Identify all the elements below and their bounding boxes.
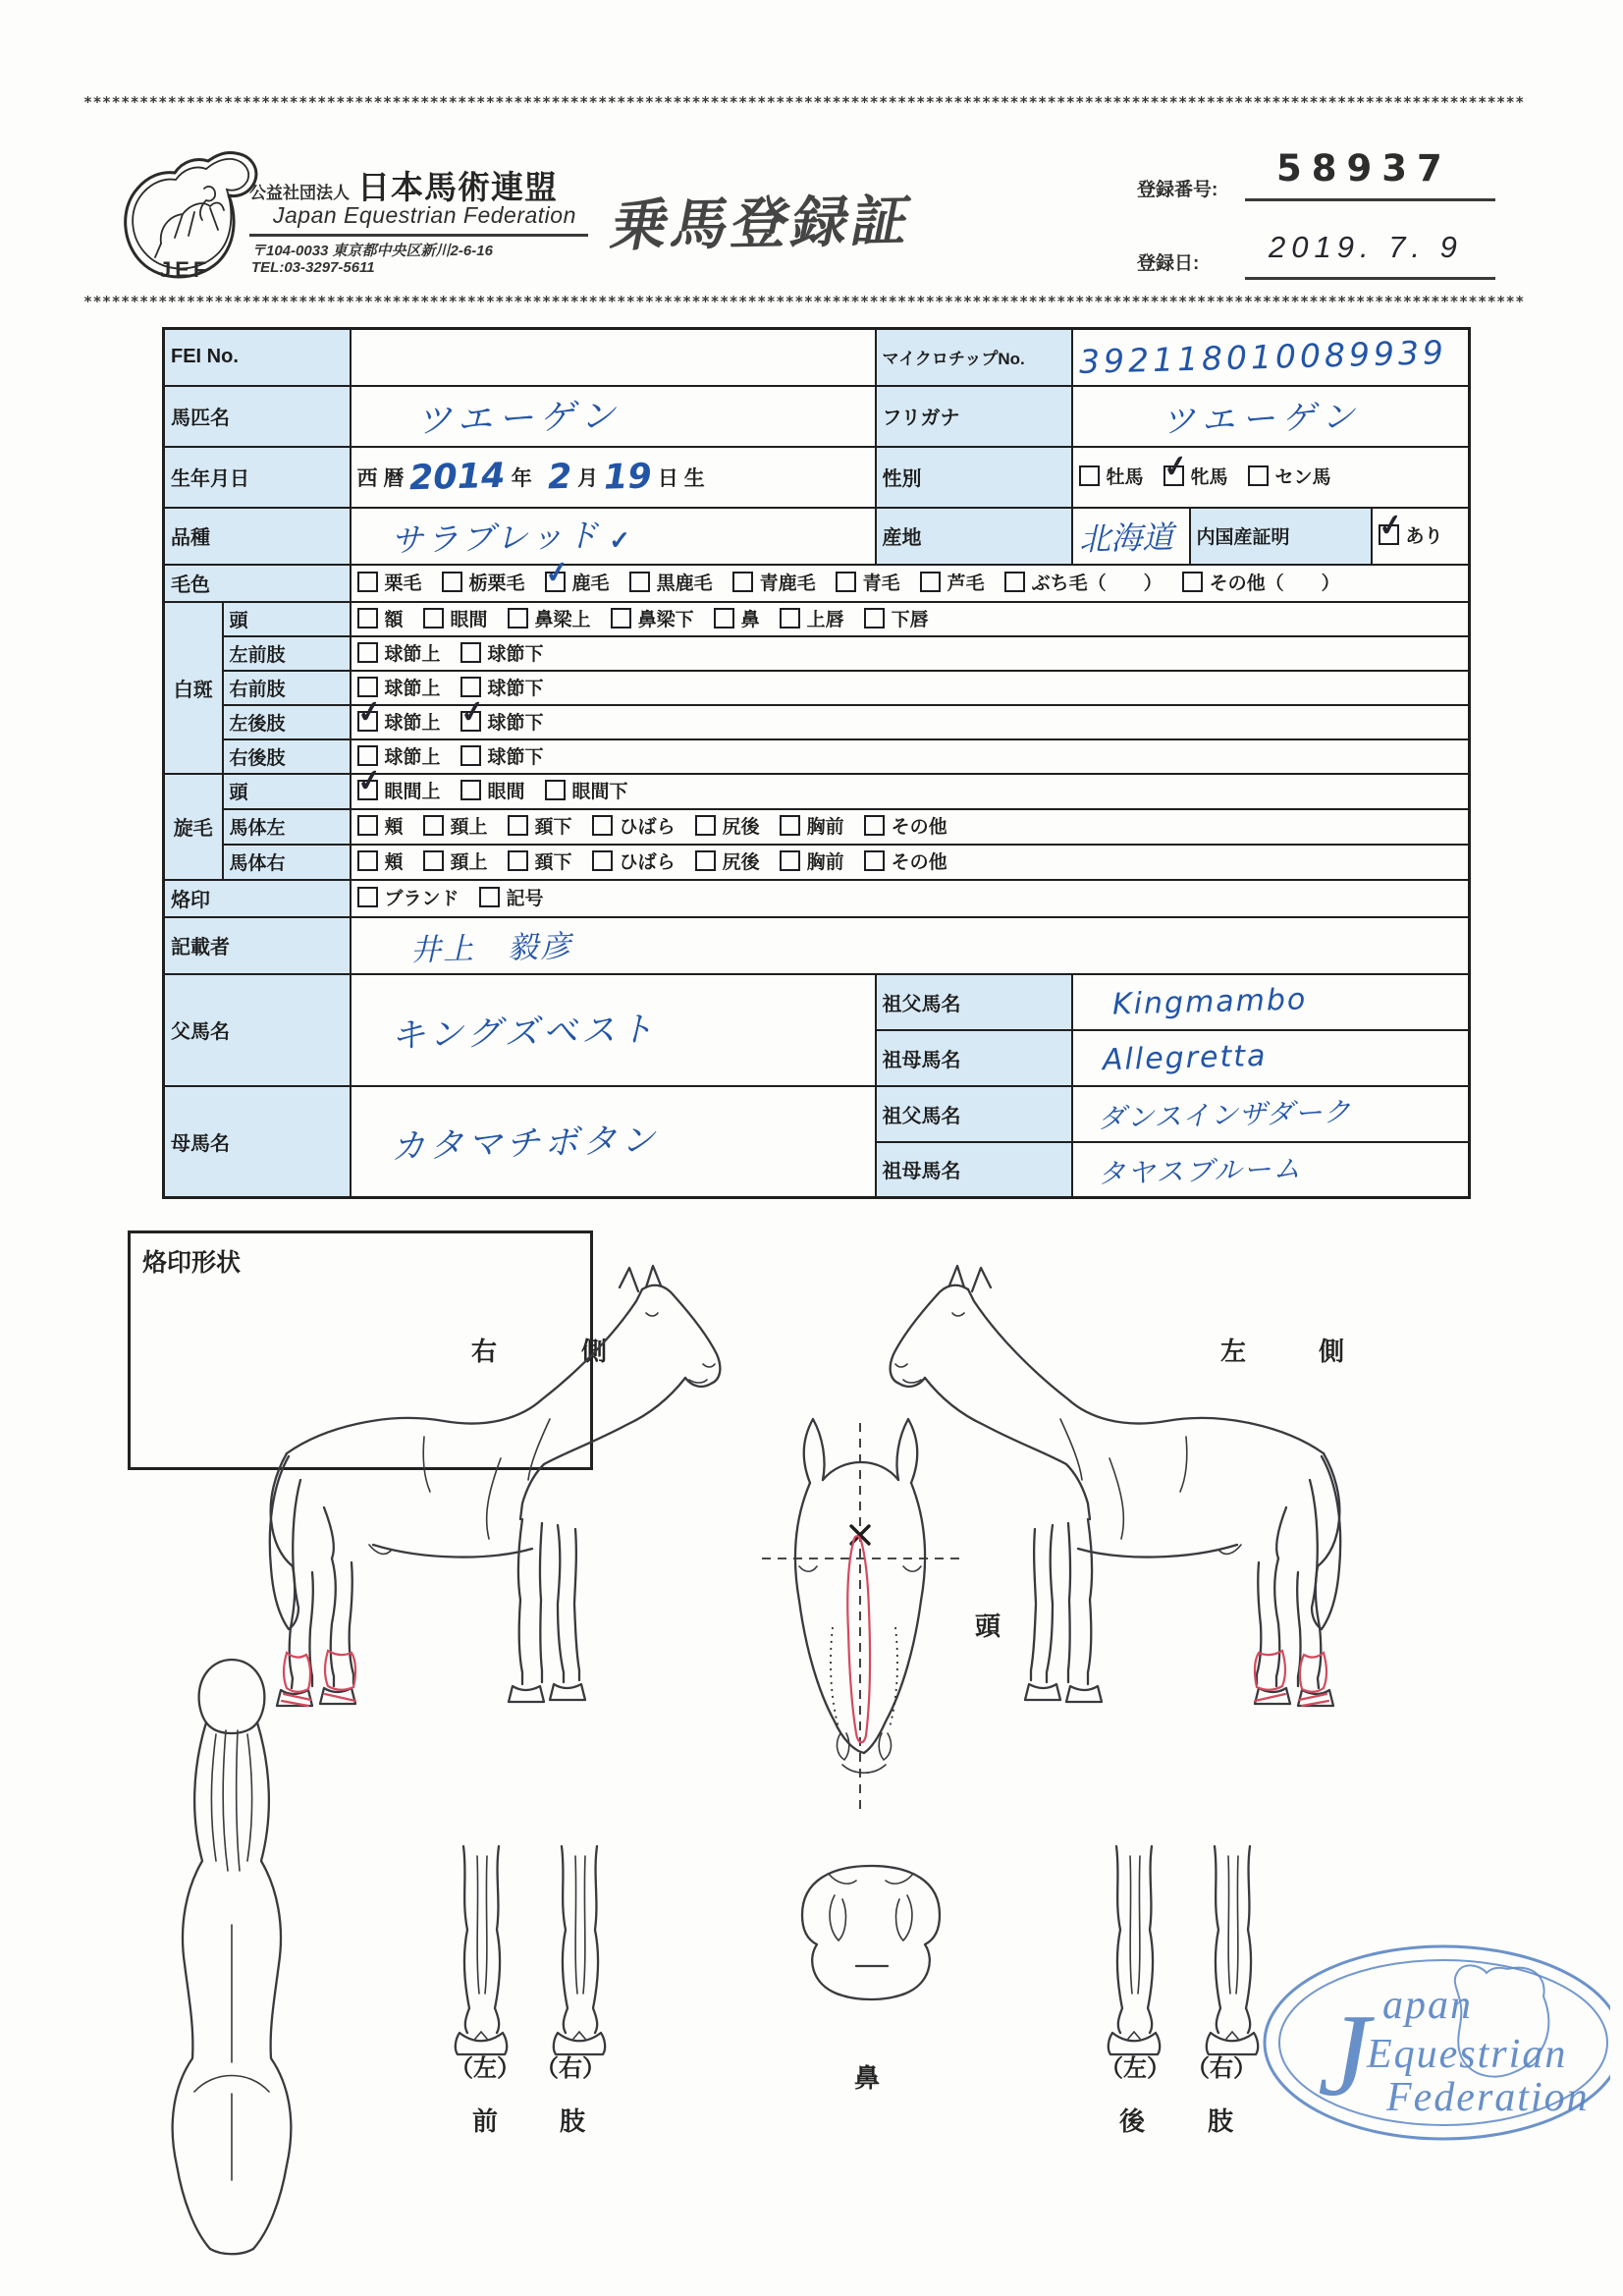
microchip-value[interactable]: 392118010089939 — [1072, 329, 1470, 386]
checkbox-option[interactable] — [780, 605, 844, 631]
checkbox[interactable] — [442, 572, 462, 592]
checkbox-option[interactable] — [460, 777, 525, 803]
nose-view-label: 鼻 — [854, 2063, 881, 2093]
stamp-big-j: J — [1318, 1990, 1371, 2120]
org-name-line — [249, 162, 558, 208]
checkbox-label: 球節上 — [384, 643, 441, 665]
dob-year-suffix: 年 — [511, 466, 532, 490]
markings-lf-options — [351, 636, 1470, 671]
reg-date-value: 2019. 7. 9 — [1269, 230, 1463, 264]
asterisk-divider-bottom: ********************************************************************************************************************************************************** — [83, 293, 1525, 310]
checkbox-label: 球節下 — [487, 712, 544, 734]
recorder-value[interactable]: 井上 毅彦 — [351, 917, 1470, 974]
checkbox-label: 頬 — [384, 852, 404, 873]
whorls-row-label: 頭 — [223, 774, 351, 809]
dob-day-suffix: 日 生 — [657, 466, 705, 490]
checkbox-option[interactable] — [920, 569, 985, 595]
table-row — [164, 705, 1470, 739]
checkbox-option[interactable] — [460, 639, 544, 666]
whorls-row-label: 馬体右 — [223, 845, 351, 880]
checkbox[interactable] — [592, 815, 613, 836]
table-row — [164, 845, 1470, 880]
fei-label: FEI No. — [164, 329, 351, 386]
checkbox-option[interactable] — [1079, 463, 1144, 489]
checkbox-label: ひばら — [619, 852, 676, 873]
brand-options — [351, 880, 1470, 917]
org-tel: TEL:03-3297-5611 — [251, 259, 375, 276]
dam-value[interactable]: カタマチボタン — [351, 1086, 876, 1198]
checkbox-option[interactable] — [357, 812, 404, 839]
brand-shape-label: 烙印形状 — [142, 1249, 242, 1277]
microchip-label: マイクロチップNo. — [876, 329, 1072, 386]
checkbox[interactable] — [1161, 449, 1190, 486]
table-row — [164, 974, 1470, 1030]
checkbox[interactable] — [357, 642, 378, 663]
org-divider-line — [249, 234, 588, 237]
sex-label: 性別 — [876, 447, 1072, 508]
checkbox-label: 頚上 — [450, 817, 488, 838]
checkbox-label: 眼間 — [450, 609, 488, 630]
org-type: 公益社団法人 — [249, 184, 350, 202]
checkbox-option[interactable] — [357, 569, 422, 595]
checkbox-option[interactable] — [354, 763, 441, 803]
checkbox[interactable] — [611, 608, 631, 629]
checkbox-option[interactable] — [423, 847, 488, 874]
check-mark: ✓ — [458, 693, 487, 731]
reg-date-label: 登録日: — [1137, 253, 1200, 274]
checkbox-label: 頬 — [384, 817, 404, 838]
checkbox[interactable] — [460, 745, 481, 766]
checkbox-label: ぶち毛（ ） — [1031, 574, 1163, 594]
checkbox-label: 牡馬 — [1106, 467, 1144, 488]
horse-right-side-view — [270, 1266, 721, 1706]
checkbox-option[interactable] — [542, 555, 610, 595]
checkbox[interactable] — [460, 780, 481, 800]
hind-right-label: （右） — [1186, 2055, 1257, 2082]
checkbox[interactable] — [1182, 572, 1203, 592]
sire-granddam-value[interactable]: Allegretta — [1072, 1030, 1470, 1086]
dam-granddam-label: 祖母馬名 — [876, 1142, 1072, 1198]
checkbox[interactable] — [460, 642, 481, 663]
checkbox-option[interactable] — [354, 693, 441, 735]
checkbox-label: 黒鹿毛 — [656, 574, 713, 594]
dob-month: 2 — [547, 457, 572, 497]
checkbox-label: 眼間上 — [384, 782, 441, 802]
table-row — [164, 809, 1470, 845]
sex-options — [1072, 447, 1470, 508]
checkbox-option[interactable] — [592, 847, 676, 874]
right-side-label: 右 — [471, 1337, 498, 1366]
reg-no-underline — [1245, 198, 1495, 201]
origin-value[interactable]: 北海道 — [1072, 508, 1190, 565]
horse-head-front-view — [762, 1419, 960, 1810]
checkbox-option[interactable] — [442, 569, 525, 595]
dam-grandsire-value[interactable]: ダンスインザダーク — [1072, 1086, 1470, 1142]
table-row — [164, 1086, 1470, 1142]
checkbox-label: 球節下 — [487, 746, 544, 768]
markings-rf-options — [351, 671, 1470, 705]
table-row — [164, 447, 1470, 508]
checkbox-option[interactable] — [1004, 569, 1163, 595]
table-row — [164, 636, 1470, 671]
checkbox[interactable] — [1248, 465, 1269, 486]
checkbox-label: 牝馬 — [1190, 467, 1228, 488]
checkbox-label: 胸前 — [806, 852, 844, 873]
dob-year: 2014 — [408, 456, 507, 498]
asterisk-divider-top: ********************************************************************************************************************************************************** — [83, 93, 1525, 111]
sire-granddam-label: 祖母馬名 — [876, 1030, 1072, 1086]
checkbox-option[interactable] — [836, 569, 900, 595]
checkbox[interactable] — [357, 887, 378, 907]
org-name: 日本馬術連盟 — [357, 169, 558, 205]
table-row — [164, 329, 1470, 386]
checkbox-option[interactable] — [460, 742, 544, 769]
checkbox-option[interactable] — [1182, 569, 1340, 595]
logo-jef-text: JEF — [159, 257, 211, 282]
checkbox-option[interactable] — [1161, 449, 1228, 489]
checkbox[interactable] — [357, 850, 378, 871]
checkbox-option[interactable] — [479, 884, 544, 910]
checkbox-label: 上唇 — [806, 609, 844, 630]
table-row — [164, 508, 1470, 565]
checkbox-option[interactable] — [864, 847, 947, 874]
markings-group-label: 白斑 — [164, 602, 223, 774]
checkbox-option[interactable] — [508, 812, 572, 839]
check-mark: ✓ — [354, 763, 384, 799]
checkbox[interactable] — [864, 815, 885, 836]
table-row — [164, 917, 1470, 974]
reg-no-value: 58937 — [1276, 147, 1452, 190]
horse-left-side-view — [891, 1266, 1341, 1706]
horse-and-rider-icon — [155, 187, 224, 257]
checkbox[interactable] — [780, 608, 800, 629]
right-side-label-2: 側 — [581, 1337, 608, 1366]
whorls-left-options — [351, 809, 1470, 845]
checkbox-label: 胸前 — [806, 817, 844, 838]
whorls-group-label: 旋毛 — [164, 774, 223, 880]
checkbox[interactable] — [780, 815, 800, 836]
front-left-label: （左） — [450, 2055, 520, 2082]
checkbox[interactable] — [423, 850, 444, 871]
checkbox-option[interactable] — [357, 639, 441, 666]
checkbox[interactable] — [357, 608, 378, 629]
hind-limb-label-2: 肢 — [1208, 2106, 1234, 2136]
checkbox-label: セン馬 — [1274, 467, 1331, 488]
checkbox-option[interactable] — [508, 847, 572, 874]
checkbox[interactable] — [357, 572, 378, 592]
checkbox-label: 額 — [384, 609, 404, 630]
org-address: 〒104-0033 東京都中央区新川2-6-16 — [251, 243, 493, 259]
sire-value[interactable]: キングズベスト — [351, 974, 876, 1086]
checkbox[interactable] — [714, 608, 734, 629]
checkbox-option[interactable] — [714, 605, 760, 631]
checkbox-option[interactable] — [508, 605, 591, 631]
whorls-row-label: 馬体左 — [223, 809, 351, 845]
checkbox-option[interactable] — [592, 812, 676, 839]
checkbox[interactable] — [732, 572, 753, 592]
markings-lh-options — [351, 693, 1470, 739]
check-mark: ✓ — [354, 693, 384, 731]
check-mark: ✓ — [1376, 508, 1405, 544]
checkbox[interactable] — [508, 608, 528, 629]
checkbox[interactable] — [780, 850, 800, 871]
markings-row-label: 頭 — [223, 602, 351, 636]
checkbox[interactable] — [695, 850, 716, 871]
checkbox-label: 球節上 — [384, 712, 441, 734]
checkbox[interactable] — [1079, 465, 1100, 486]
jef-stamp — [1265, 1946, 1610, 2139]
checkbox[interactable] — [1004, 572, 1025, 592]
domestic-cert-label: 内国産証明 — [1190, 508, 1372, 565]
checkbox-label: 鼻 — [740, 609, 760, 630]
checkbox-label: 球節上 — [384, 678, 441, 699]
hind-left-label: （左） — [1100, 2055, 1170, 2082]
checkbox-label: 尻後 — [722, 852, 760, 873]
sire-grandsire-value[interactable]: Kingmambo — [1072, 974, 1470, 1030]
checkbox-label: ブランド — [384, 889, 460, 909]
dob-era: 西 暦 — [356, 466, 405, 490]
checkbox[interactable] — [479, 887, 500, 907]
checkbox[interactable] — [458, 693, 487, 732]
org-name-en: Japan Equestrian Federation — [273, 202, 576, 228]
checkbox-option[interactable] — [357, 605, 404, 631]
checkbox-option[interactable] — [357, 847, 404, 874]
checkbox-label: 下唇 — [891, 609, 929, 630]
checkbox[interactable] — [460, 677, 481, 697]
checkbox-option[interactable] — [423, 812, 488, 839]
checkbox[interactable] — [508, 850, 528, 871]
origin-label: 産地 — [876, 508, 1072, 565]
checkbox-option[interactable] — [629, 569, 713, 595]
breed-check-stroke: ✓ — [609, 525, 631, 555]
checkbox[interactable] — [354, 693, 384, 732]
brand-label: 烙印 — [164, 880, 351, 917]
checkbox-label: 栃栗毛 — [468, 574, 525, 594]
checkbox-label: その他 — [891, 852, 947, 873]
checkbox-label: 鹿毛 — [571, 574, 610, 594]
checkbox[interactable] — [864, 850, 885, 871]
left-side-label-2: 側 — [1319, 1337, 1345, 1366]
dam-granddam-value[interactable]: タヤスブルーム — [1072, 1142, 1470, 1198]
muzzle-view — [802, 1866, 940, 1999]
checkbox-label: 眼間 — [487, 782, 525, 802]
fei-value[interactable] — [351, 329, 876, 386]
checkbox[interactable] — [920, 572, 941, 592]
front-limb-label: 前 — [472, 2106, 499, 2136]
stamp-word-federation: Federation — [1386, 2075, 1590, 2120]
table-row — [164, 880, 1470, 917]
checkbox-label: その他 — [891, 817, 947, 838]
front-limb-label-2: 肢 — [560, 2106, 586, 2136]
checkbox[interactable] — [542, 555, 571, 592]
checkbox-option[interactable] — [780, 847, 844, 874]
stamp-word-equestrian: Equestrian — [1367, 2032, 1568, 2077]
left-side-label: 左 — [1220, 1337, 1247, 1366]
furigana-label: フリガナ — [876, 386, 1072, 447]
checkbox-label: 鼻梁下 — [637, 609, 694, 630]
markings-row-label: 右後肢 — [223, 739, 351, 774]
checkbox-label: 栗毛 — [384, 574, 422, 594]
checkbox-option[interactable] — [458, 693, 544, 735]
front-right-label: （右） — [535, 2055, 606, 2082]
dob-value[interactable] — [351, 447, 876, 508]
checkbox-label: 青鹿毛 — [759, 574, 816, 594]
check-mark: ✓ — [1161, 449, 1190, 485]
stamp-word-japan: apan — [1382, 1983, 1473, 2028]
checkbox-option[interactable] — [1248, 463, 1331, 489]
checkbox-label: 球節下 — [487, 643, 544, 665]
dam-grandsire-label: 祖父馬名 — [876, 1086, 1072, 1142]
horse-registration-table — [162, 327, 1471, 1199]
checkbox[interactable] — [545, 780, 566, 800]
checkbox-option[interactable] — [780, 812, 844, 839]
checkbox-option[interactable] — [423, 605, 488, 631]
reg-date-underline — [1245, 277, 1495, 280]
checkbox-label: 頚上 — [450, 852, 488, 873]
checkbox-label: その他（ ） — [1209, 574, 1340, 594]
recorder-label: 記載者 — [164, 917, 351, 974]
checkbox-option[interactable] — [864, 605, 929, 631]
coat-options — [351, 555, 1470, 602]
checkbox-option[interactable] — [732, 569, 816, 595]
checkbox-label: 頚下 — [534, 852, 572, 873]
checkbox[interactable] — [836, 572, 856, 592]
table-row — [164, 565, 1470, 602]
hind-legs-diagram — [1109, 1846, 1258, 2054]
checkbox-option[interactable] — [1376, 508, 1443, 548]
sire-label: 父馬名 — [164, 974, 351, 1086]
check-mark: ✓ — [542, 555, 571, 591]
dob-label: 生年月日 — [164, 447, 351, 508]
domestic-cert-options — [1372, 508, 1470, 565]
checkbox-label: 芦毛 — [947, 574, 985, 594]
checkbox-option[interactable] — [611, 605, 694, 631]
checkbox[interactable] — [592, 850, 613, 871]
markings-head-options — [351, 602, 1470, 636]
checkbox-option[interactable] — [695, 812, 760, 839]
furigana-value[interactable]: ツエーゲン — [1072, 386, 1470, 447]
page-title: 乗馬登録証 — [606, 190, 919, 258]
table-row — [164, 386, 1470, 447]
checkbox-label: 眼間下 — [571, 782, 628, 802]
checkbox[interactable] — [357, 815, 378, 836]
checkbox[interactable] — [357, 745, 378, 766]
checkbox-option[interactable] — [864, 812, 947, 839]
breed-value[interactable]: サラブレッド ✓ — [351, 508, 876, 565]
checkbox-label: 青毛 — [862, 574, 900, 594]
markings-row-label: 左前肢 — [223, 636, 351, 671]
markings-rh-options — [351, 739, 1470, 774]
checkbox-label: ひばら — [619, 817, 676, 838]
whorls-right-options — [351, 845, 1470, 880]
checkbox[interactable] — [1376, 508, 1405, 545]
breed-label: 品種 — [164, 508, 351, 565]
dam-label: 母馬名 — [164, 1086, 351, 1198]
checkbox-label: 尻後 — [722, 817, 760, 838]
horse-diagrams — [79, 1159, 1610, 2283]
checkbox-label: 記号 — [506, 889, 544, 909]
checkbox-label: 球節上 — [384, 746, 441, 768]
checkbox[interactable] — [354, 763, 384, 800]
horse-name-label: 馬匹名 — [164, 386, 351, 447]
checkbox[interactable] — [629, 572, 650, 592]
checkbox-label: あり — [1405, 526, 1443, 547]
checkbox-option[interactable] — [357, 884, 460, 910]
table-row — [164, 774, 1470, 809]
checkbox-option[interactable] — [545, 777, 628, 803]
checkbox-label: 鼻梁上 — [534, 609, 591, 630]
checkbox-label: 頚下 — [534, 817, 572, 838]
head-view-label: 頭 — [975, 1612, 1001, 1641]
checkbox[interactable] — [423, 608, 444, 629]
checkbox-option[interactable] — [695, 847, 760, 874]
sire-grandsire-label: 祖父馬名 — [876, 974, 1072, 1030]
checkbox[interactable] — [357, 677, 378, 697]
horse-top-view — [173, 1660, 292, 2254]
table-row — [164, 602, 1470, 636]
coat-label: 毛色 — [164, 565, 351, 602]
front-legs-diagram — [456, 1846, 605, 2054]
markings-row-label: 右前肢 — [223, 671, 351, 705]
checkbox[interactable] — [864, 608, 885, 629]
dob-day: 19 — [603, 456, 653, 498]
reg-no-label: 登録番号: — [1137, 180, 1218, 200]
whorls-head-options — [351, 763, 1470, 809]
hind-limb-label: 後 — [1119, 2106, 1146, 2136]
checkbox[interactable] — [695, 815, 716, 836]
checkbox[interactable] — [508, 815, 528, 836]
markings-row-label: 左後肢 — [223, 705, 351, 739]
dob-month-suffix: 月 — [577, 466, 599, 490]
checkbox[interactable] — [423, 815, 444, 836]
horse-name-value[interactable]: ツエーゲン — [351, 386, 876, 447]
checkbox-label: 球節下 — [487, 678, 544, 699]
